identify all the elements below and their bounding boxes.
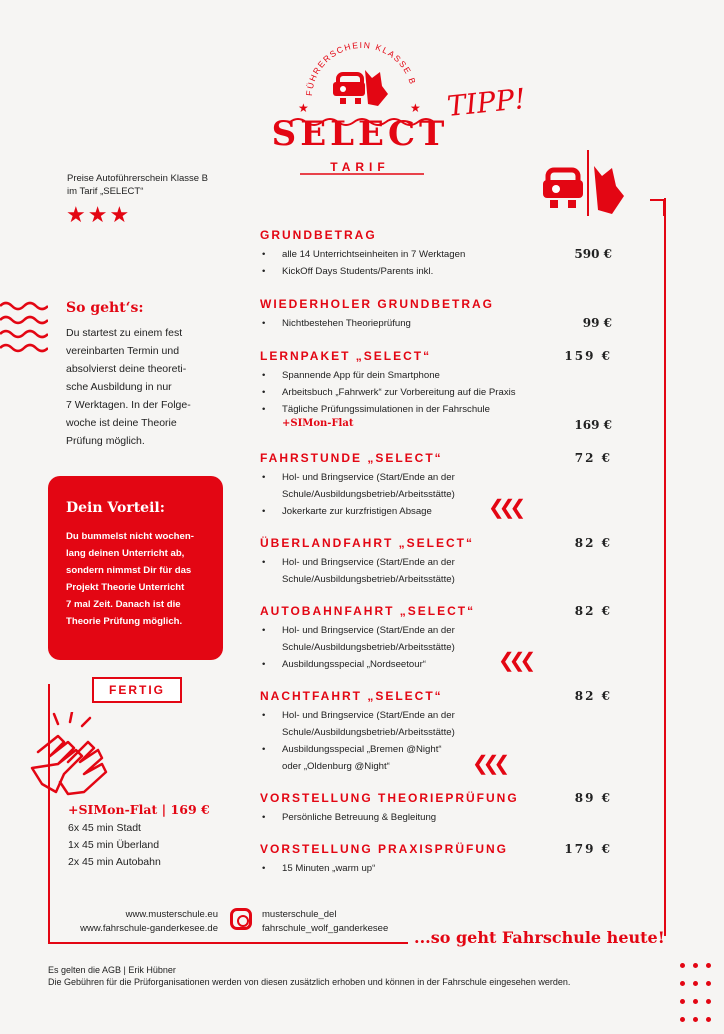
website-links: [66, 908, 218, 936]
dot-grid-decoration: [676, 962, 720, 1034]
tarif-name: SELECT: [271, 114, 449, 154]
list-item-continued: Schule/Ausbildungsbetrieb/Arbeitsstätte): [282, 727, 455, 738]
instagram-handle[interactable]: musterschule_del: [262, 909, 337, 920]
list-item-continued: Schule/Ausbildungsbetrieb/Arbeitsstätte): [282, 642, 455, 653]
price-section-grundbetrag: [260, 228, 612, 280]
price: 82 €: [574, 604, 612, 618]
rating-stars: ★★★: [66, 202, 132, 227]
list-item: 1x 45 min Überland: [68, 839, 160, 851]
list-item-continued: Schule/Ausbildungsbetrieb/Arbeitsstätte): [282, 574, 455, 585]
section-title: WIEDERHOLER GRUNDBETRAG: [260, 297, 494, 311]
fertig-badge: FERTIG: [92, 677, 182, 703]
vorteil-title: Dein Vorteil:: [66, 500, 165, 516]
instagram-handles: [262, 908, 388, 936]
car-wolf-logo-icon: [333, 70, 388, 106]
intro-line: im Tarif „SELECT“: [67, 186, 144, 197]
instagram-icon: [230, 908, 252, 930]
price: 82 €: [574, 689, 612, 703]
tarif-label: TARIF: [330, 160, 390, 174]
list-item-continued: oder „Oldenburg @Night“: [282, 761, 390, 772]
text-line: sche Ausbildung in nur: [66, 381, 172, 393]
instagram-handle[interactable]: fahrschule_wolf_ganderkesee: [262, 923, 389, 934]
price: 169 €: [574, 418, 612, 432]
chevron-left-icon: ❮❮❮: [472, 753, 505, 775]
list-item: • Nichtbestehen Theorieprüfung 99 €: [260, 315, 612, 332]
simon-flat-addon: +SIMon-Flat 169 €: [282, 418, 612, 432]
text-line: Theorie Prüfung möglich.: [66, 616, 183, 627]
price: 82 €: [574, 536, 612, 550]
text-line: Du bummelst nicht wochen-: [66, 531, 194, 542]
list-item: • alle 14 Unterrichtseinheiten in 7 Werktagen 590 €: [260, 246, 612, 263]
text-line: sondern nimmst Dir für das: [66, 565, 192, 576]
list-item: • Hol- und Bringservice (Start/Ende an der: [260, 707, 612, 724]
list-item: 6x 45 min Stadt: [68, 822, 141, 834]
price: 179 €: [564, 842, 612, 856]
list-item: • Hol- und Bringservice (Start/Ende an der: [260, 554, 612, 571]
price: 590 €: [574, 247, 612, 261]
vorteil-text: [66, 528, 216, 630]
price: 99 €: [582, 316, 612, 330]
simon-flat-title: +SIMon-Flat | 169 €: [68, 802, 210, 817]
list-item-continued: Schule/Ausbildungsbetrieb/Arbeitsstätte): [282, 489, 455, 500]
small-star-icon: ★: [298, 101, 309, 115]
agb-note: [48, 964, 570, 988]
price-section-theoriepruefung: [260, 791, 612, 826]
text-line: lang deinen Unterricht ab,: [66, 548, 185, 559]
section-title: AUTOBAHNFAHRT „SELECT“ 82 €: [260, 604, 612, 618]
text-line: vereinbarten Termin und: [66, 345, 180, 357]
price-section-fahrstunde: [260, 451, 612, 520]
text-line: woche ist deine Theorie: [66, 417, 177, 429]
price-section-praxispruefung: [260, 842, 612, 877]
text-line: Prüfung möglich.: [66, 435, 145, 447]
list-item: • Hol- und Bringservice (Start/Ende an der: [260, 469, 612, 486]
price: 89 €: [574, 791, 612, 805]
frame-line: [48, 684, 50, 942]
text-line: Projekt Theorie Unterricht: [66, 582, 185, 593]
list-item: • Arbeitsbuch „Fahrwerk“ zur Vorbereitung auf die Praxis: [260, 384, 612, 401]
frame-line: [48, 942, 408, 944]
wave-lines-decoration: [0, 298, 48, 358]
clapping-hands-icon: [28, 712, 118, 802]
price-section-autobahn: [260, 604, 612, 673]
price-section-nachtfahrt: [260, 689, 612, 775]
section-title: FAHRSTUNDE „SELECT“ 72 €: [260, 451, 612, 465]
list-item: • KickOff Days Students/Parents inkl.: [260, 263, 612, 280]
frame-line: [664, 198, 666, 936]
chevron-left-icon: ❮❮❮: [488, 497, 521, 519]
car-wolf-large-logo-icon: [543, 150, 664, 216]
list-item: • Spannende App für dein Smartphone: [260, 367, 612, 384]
price-section-ueberland: [260, 536, 612, 588]
website-link[interactable]: www.fahrschule-ganderkesee.de: [80, 923, 218, 934]
so-gehts-text: [66, 324, 216, 450]
text-line: absolvierst deine theoreti-: [66, 363, 187, 375]
chevron-left-icon: ❮❮❮: [498, 650, 531, 672]
section-title: GRUNDBETRAG: [260, 228, 377, 242]
text-line: 7 Werktagen. In der Folge-: [66, 399, 191, 411]
price-section-wiederholer: [260, 297, 612, 332]
text-line: 7 mal Zeit. Danach ist die: [66, 599, 181, 610]
intro-line: Preise Autoführerschein Klasse B: [67, 173, 208, 184]
section-title: LERNPAKET „SELECT“ 159 €: [260, 349, 612, 363]
list-item: • Tägliche Prüfungssimulationen in der Fahrschule: [260, 401, 612, 418]
price: 72 €: [574, 451, 612, 465]
simon-flat-list: [68, 820, 161, 871]
price: 159 €: [564, 349, 612, 363]
list-item: • 15 Minuten „warm up“: [260, 860, 612, 877]
tipp-badge: TIPP!: [445, 81, 528, 124]
section-title: NACHTFAHRT „SELECT“ 82 €: [260, 689, 612, 703]
list-item: • Hol- und Bringservice (Start/Ende an der: [260, 622, 612, 639]
so-gehts-title: So geht‘s:: [66, 300, 144, 316]
list-item: • Ausbildungsspecial „Nordseetour“: [260, 656, 612, 673]
list-item: • Ausbildungsspecial „Bremen @Night“: [260, 741, 612, 758]
list-item: • Persönliche Betreuung & Begleitung: [260, 809, 612, 826]
agb-line: Die Gebühren für die Prüforganisationen werden von diesen zusätzlich erhoben und können in der Fahrschule eingesehen werden.: [48, 977, 571, 987]
intro-text: [67, 172, 208, 198]
slogan: ...so geht Fahrschule heute!: [414, 928, 665, 947]
website-link[interactable]: www.musterschule.eu: [125, 909, 218, 920]
list-item: • Jokerkarte zur kurzfristigen Absage: [260, 503, 612, 520]
small-star-icon: ★: [410, 101, 421, 115]
text-line: Du startest zu einem fest: [66, 327, 183, 339]
agb-line: Es gelten die AGB | Erik Hübner: [48, 965, 176, 975]
price-section-lernpaket: [260, 349, 612, 432]
klasse-arc-text: FÜHRERSCHEIN KLASSE B: [303, 39, 419, 97]
list-item: 2x 45 min Autobahn: [68, 856, 161, 868]
section-title: VORSTELLUNG THEORIEPRÜFUNG 89 €: [260, 791, 612, 805]
section-title: ÜBERLANDFAHRT „SELECT“ 82 €: [260, 536, 612, 550]
section-title: VORSTELLUNG PRAXISPRÜFUNG 179 €: [260, 842, 612, 856]
